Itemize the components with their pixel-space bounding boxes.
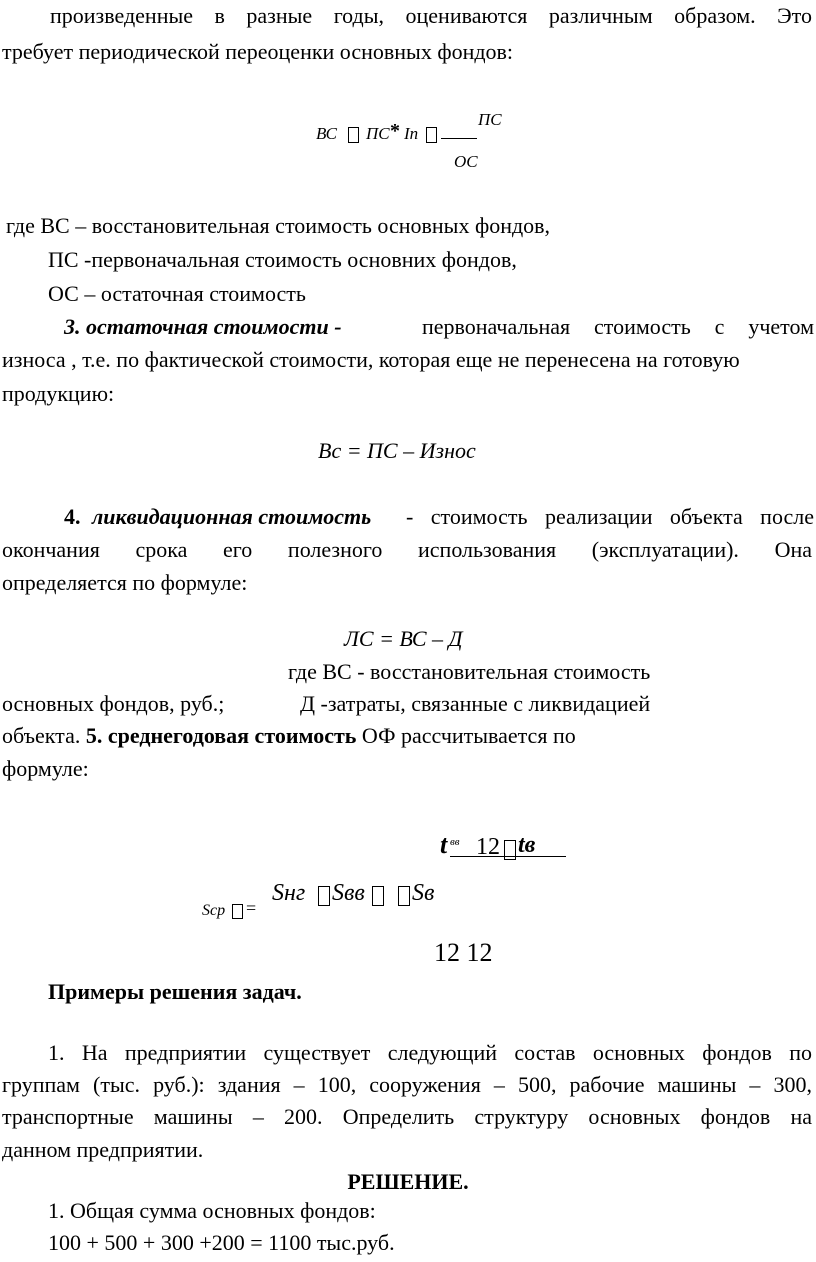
formula-scp-main: Sнг bbox=[272, 880, 306, 906]
examples-title: Примеры решения задач. bbox=[48, 979, 302, 1004]
def-ps: ПС -первоначальная стоимость основних фондов, bbox=[48, 247, 517, 272]
item5-heading: 5. среднегодовая стоимость bbox=[85, 723, 357, 748]
formula-liquidation: ЛС = ВС – Д bbox=[344, 626, 463, 651]
missing-glyph-box bbox=[348, 127, 359, 143]
missing-glyph-box bbox=[398, 886, 410, 906]
def-vs: где ВС – восстановительная стоимость основных фондов, bbox=[6, 213, 551, 238]
item4b-text-a: основных фондов, руб.; bbox=[2, 691, 225, 716]
missing-glyph-box bbox=[318, 886, 330, 906]
formula-scp-sv: Sв bbox=[412, 880, 435, 906]
item3-heading: 3. остаточная стоимости - bbox=[64, 314, 342, 339]
solution-step-1-calc: 100 + 500 + 300 +200 = 1100 тыс.руб. bbox=[48, 1230, 395, 1255]
formula-scp-t: t bbox=[440, 830, 448, 859]
solution-step-1: 1. Общая сумма основных фондов: bbox=[48, 1198, 376, 1223]
missing-glyph-box bbox=[372, 886, 384, 906]
formula-scp-eq: = bbox=[246, 898, 257, 918]
formula-residual: Вс = ПС – Износ bbox=[318, 438, 476, 463]
item4b-text-b: Д -затраты, связанные с ликвидацией bbox=[300, 691, 651, 716]
item4-heading: ликвидационная стоимость bbox=[92, 504, 372, 529]
formula-bs-denominator: ОС bbox=[454, 152, 478, 171]
def-os: ОС – остаточная стоимость bbox=[48, 281, 306, 306]
missing-glyph-box bbox=[232, 904, 243, 919]
missing-glyph-box bbox=[426, 127, 437, 143]
item4b-line-1: где ВС - восстановительная стоимость bbox=[288, 659, 651, 684]
item4-text: - стоимость реализации объекта после bbox=[406, 504, 814, 529]
item4b-line-2 bbox=[2, 690, 812, 718]
fraction-bar bbox=[450, 856, 566, 857]
formula-bs-numerator: ПС bbox=[478, 110, 502, 129]
intro-line-2: требует периодической переоценки основных фондов: bbox=[2, 39, 514, 64]
formula-bs-left: ВС bbox=[316, 124, 337, 143]
formula-scp-lhs: Scp bbox=[202, 902, 226, 919]
formula-bs-star: * bbox=[390, 120, 400, 142]
item4-line-2: окончания срока его полезного использования (эксплуатации). Она bbox=[2, 537, 812, 562]
item4b-text-d: ОФ рассчитывается по bbox=[361, 723, 576, 748]
intro-line-1: произведенные в разные годы, оцениваются различным образом. Это bbox=[50, 3, 812, 28]
formula-scp-denominator: 12 12 bbox=[434, 938, 493, 967]
item4b-line-3 bbox=[2, 722, 812, 750]
example-line-4: данном предприятии. bbox=[2, 1137, 204, 1162]
item3-line-3: продукцию: bbox=[2, 381, 115, 406]
example-line-1: 1. На предприятии существует следующий состав основных фондов по bbox=[48, 1040, 812, 1065]
formula-scp-tsub: вв bbox=[450, 836, 460, 848]
item4-number: 4. bbox=[64, 504, 81, 529]
item4-line-3: определяется по формуле: bbox=[2, 570, 248, 595]
solution-title: РЕШЕНИЕ. bbox=[347, 1169, 469, 1194]
fraction-bar bbox=[441, 138, 477, 139]
formula-scp-12: 12 bbox=[476, 834, 500, 860]
formula-scp-te: tв bbox=[518, 832, 536, 858]
missing-glyph-box bbox=[504, 840, 516, 860]
item4b-text-c: объекта. bbox=[2, 723, 81, 748]
item4b-line-4: формуле: bbox=[2, 756, 89, 781]
formula-bs-ps: ПС bbox=[366, 124, 390, 143]
example-line-2: группам (тыс. руб.): здания – 100, сооружения – 500, рабочие машины – 300, bbox=[2, 1072, 812, 1097]
item3-line-2: износа , т.е. по фактической стоимости, которая еще не перенесена на готовую bbox=[2, 347, 740, 372]
formula-bs-in: In bbox=[404, 124, 419, 143]
example-line-3: транспортные машины – 200. Определить структуру основных фондов на bbox=[2, 1104, 812, 1129]
item3-text: первоначальная стоимость с учетом bbox=[422, 314, 814, 339]
formula-scp-svv: Sвв bbox=[332, 880, 365, 906]
